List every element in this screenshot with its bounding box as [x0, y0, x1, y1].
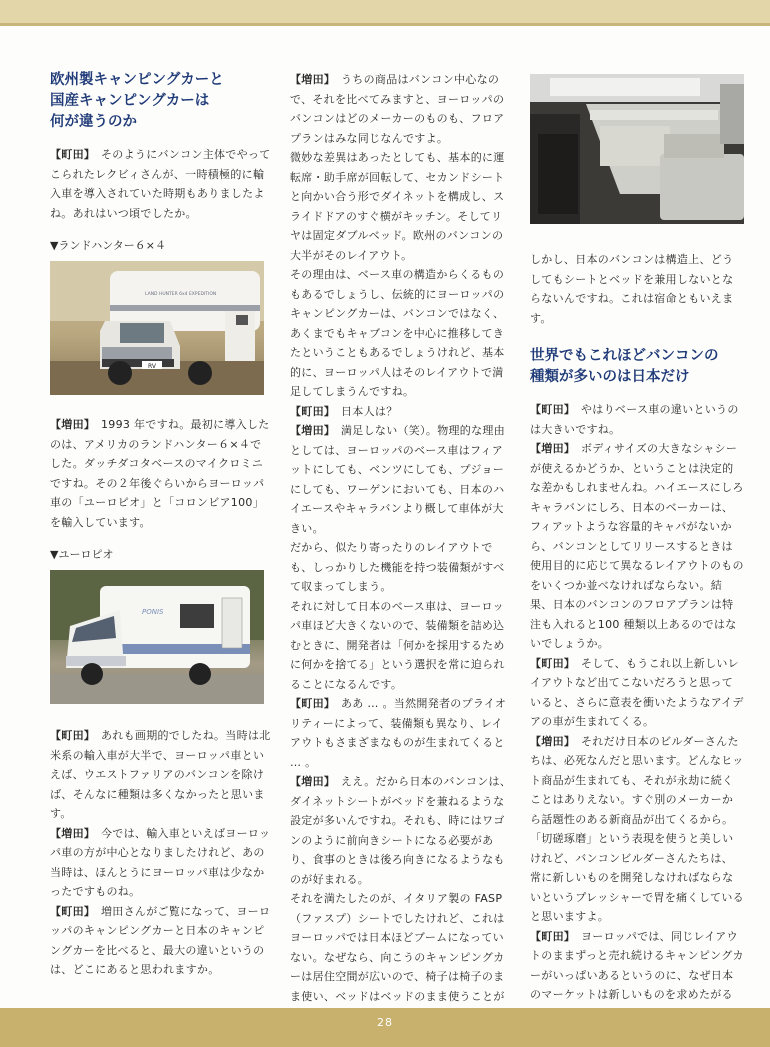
column-3: [530, 74, 744, 1024]
paragraph: [290, 70, 512, 148]
page-number: 28: [377, 1016, 393, 1029]
paragraph: だから、似たり寄ったりのレイアウトでも、しっかりした機能を持つ装備類がすべて収まってしまう。: [290, 541, 505, 593]
heading-line: 何が違うのか: [50, 114, 137, 130]
top-band: [0, 0, 770, 26]
speaker-label: 【増田】: [290, 73, 330, 86]
paragraph-text: ヨーロッパでは、同じレイアウトのままずっと売れ続けるキャンピングカーがいっぱいあるというのに、なぜ日本のマーケットは新しいものを求めたがる: [530, 929, 744, 1001]
paragraph: [50, 415, 272, 532]
speaker-label: 【増田】: [530, 734, 570, 748]
paragraph-text: そのようにバンコン主体でやってこられたレクビィさんが、一時積極的に輸入車を導入されていた時期もありましたよね。あれはいつ頃でしたか。: [50, 148, 271, 220]
paragraph: それを満たしたのが、イタリア製の FASP（ファスプ）シートでしたけれど、これはヨーロッパでは日本ほどブームになっていない。なぜなら、向こうのキャンピングカーは居住空間が広いので、椅子は椅子のまま使い、ベッドはベッドのまま使うことが: [290, 892, 505, 1003]
paragraph: 微妙な差異はあったとしても、基本的に運転席・助手席が回転して、セカンドシートと向かい合う形でダイネットを構成し、スライドドアのすぐ横がキッチン。そしてリヤは固定ダブルベッド。欧州のバンコンの大半がそのレイアウト。: [290, 151, 505, 262]
paragraph-text: 増田さんがご覧になって、ヨーロッパのキャンピングカーと日本のキャンピングカーを比べると、最大の違いというのは、どこにあると思われますか。: [50, 904, 271, 976]
paragraph-text: やはりベース車の違いというのは大きいですね。: [530, 403, 739, 436]
license-plate: RV: [148, 363, 156, 370]
speaker-label: 【町田】: [50, 904, 90, 918]
photo-van-interior: [530, 74, 744, 224]
speaker-label: 【町田】: [530, 929, 570, 943]
column-1: [50, 70, 272, 980]
paragraph-text: そして、もうこれ以上新しいレイアウトなど出てこないだろうと思っていると、さらに意表を衝いたようなアイデアの車が生まれてくる。: [530, 656, 744, 728]
paragraph: [50, 824, 272, 902]
paragraph: [50, 902, 272, 980]
paragraph: [50, 726, 272, 824]
speaker-label: 【増田】: [530, 442, 570, 455]
paragraph-text: ええ。だから日本のバンコンは、ダイネットシートがベッドを兼ねるような設定が多いんですね。それも、時にはワゴンのように前向きシートになる必要があり、食事のときは後ろ向きになるようなものが好まれる。: [290, 775, 512, 886]
paragraph: [530, 732, 744, 830]
paragraph: [290, 772, 512, 889]
paragraph: 「切磋琢磨」という表現を使うと美しいけれど、バンコンビルダーさんたちは、常に新しいものを開発しなければならないというプレッシャーで胃を痛くしていると思いますよ。: [530, 832, 744, 923]
paragraph-text: ああ … 。当然開発者のプライオリティーによって、装備類も異なり、レイアウトもさまざまなものが生まれてくると … 。: [290, 697, 507, 769]
speaker-label: 【増田】: [50, 826, 90, 840]
paragraph-text: それだけ日本のビルダーさんたちは、必死なんだと思います。どんなヒット商品が生まれても、それが永劫に続くことはありえない。すぐ別のメーカーから話題性のある新商品が出てくるから。: [530, 734, 744, 826]
photo-land-hunter: [50, 261, 264, 395]
column-2: [290, 70, 512, 1026]
photo-caption: ▼ユーロピオ: [50, 548, 114, 561]
paragraph: [290, 421, 512, 538]
speaker-label: 【町田】: [50, 729, 90, 742]
speaker-label: 【町田】: [530, 403, 570, 416]
camper-logo: PONIS: [142, 608, 164, 616]
paragraph-text: うちの商品はバンコン中心なので、それを比べてみますと、ヨーロッパのバンコンはどのメーカーのものも、フロアプランはみな同じなんですよ。: [290, 73, 505, 145]
rv-decal-text: LAND HUNTER 6x4 EXPEDITION: [145, 292, 217, 297]
van-interior-illustration: [530, 74, 744, 224]
paragraph-text: あれも画期的でしたね。当時は北米系の輸入車が大半で、ヨーロッパ車といえば、ウエストファリアのバンコンを除けば、そんなに種類は多くなかったと思います。: [50, 729, 271, 820]
speaker-label: 【町田】: [50, 148, 90, 161]
section-heading-1: [50, 70, 272, 133]
paragraph: [530, 439, 744, 654]
section-heading-2: [530, 346, 744, 388]
paragraph: それに対して日本のベース車は、ヨーロッパ車ほど大きくないので、装備類を詰め込むときに、開発者は「何かを採用するために何かを捨てる」という選択を常に迫られることになるんです。: [290, 599, 505, 691]
camper-van-illustration: [50, 570, 264, 704]
photo-caption: ▼ランドハンター６×４: [50, 239, 167, 252]
heading-line: 欧州製キャンピングカーと: [50, 72, 224, 88]
paragraph: その理由は、ベース車の構造からくるものもあるでしょうし、伝統的にヨーロッパのキャンピングカーは、バンコンではなく、あくまでもキャブコンを中心に推移してきたということもあるでしょうけれど、基本的に、ヨーロッパ人はそのレイアウトで満足してしまうんですね。: [290, 268, 505, 398]
heading-line: 世界でもこれほどバンコンの: [530, 348, 719, 364]
paragraph-text: 満足しない（笑）。物理的な理由としては、ヨーロッパのベース車はフィアットにしても、ベンツにしても、プジョーにしても、ワーゲンにおいても、日本のハイエースやキャラバンより概して車体が大きい。: [290, 424, 506, 535]
paragraph-text: 1993 年ですね。最初に導入したのは、アメリカのランドハンター６×４でした。ダッチダコタベースのマイクロミニですね。その２年後ぐらいからヨーロッパ車の「ユーロピオ」と「コロンビア100」を輸入しています。: [50, 418, 270, 529]
rv-truck-illustration: [50, 261, 264, 395]
paragraph-text: 今では、輸入車といえばヨーロッパ車の方が中心となりましたけれど、あの当時は、ほんとうにヨーロッパ車は少なかったですものね。: [50, 826, 271, 898]
speaker-label: 【増田】: [290, 424, 330, 437]
speaker-label: 【増田】: [50, 418, 90, 431]
heading-line: 種類が多いのは日本だけ: [530, 369, 690, 385]
speaker-label: 【増田】: [290, 775, 330, 788]
paragraph: [50, 145, 272, 223]
speaker-label: 【町田】: [530, 656, 570, 670]
paragraph-text: ボディサイズの大きなシャシーが使えるかどうか、ということは決定的な差かもしれませんね。ハイエースにしろキャラバンにしろ、日本のベーカーは、フィアットような容量的キャパがないから、バンコンとしてリリースするときは使用目的に応じて異なるレイアウトのものをいくつか並べなければならない。結果、日本のバンコンのフロアプランは特注も入れると100 種類以上あるのではないでしょうか。: [530, 442, 744, 650]
heading-line: 国産キャンピングカーは: [50, 93, 210, 109]
paragraph: [290, 694, 512, 772]
photo-europio: [50, 570, 264, 704]
paragraph: [530, 654, 744, 732]
paragraph-text: 日本人は？: [329, 404, 398, 418]
speaker-label: 【町田】: [290, 404, 330, 418]
paragraph: しかし、日本のバンコンは構造上、どうしてもシートとベッドを兼用しないとならないんですね。これは宿命ともいえます。: [530, 253, 734, 325]
paragraph: [290, 402, 512, 422]
speaker-label: 【町田】: [290, 697, 330, 710]
paragraph: [530, 400, 744, 439]
